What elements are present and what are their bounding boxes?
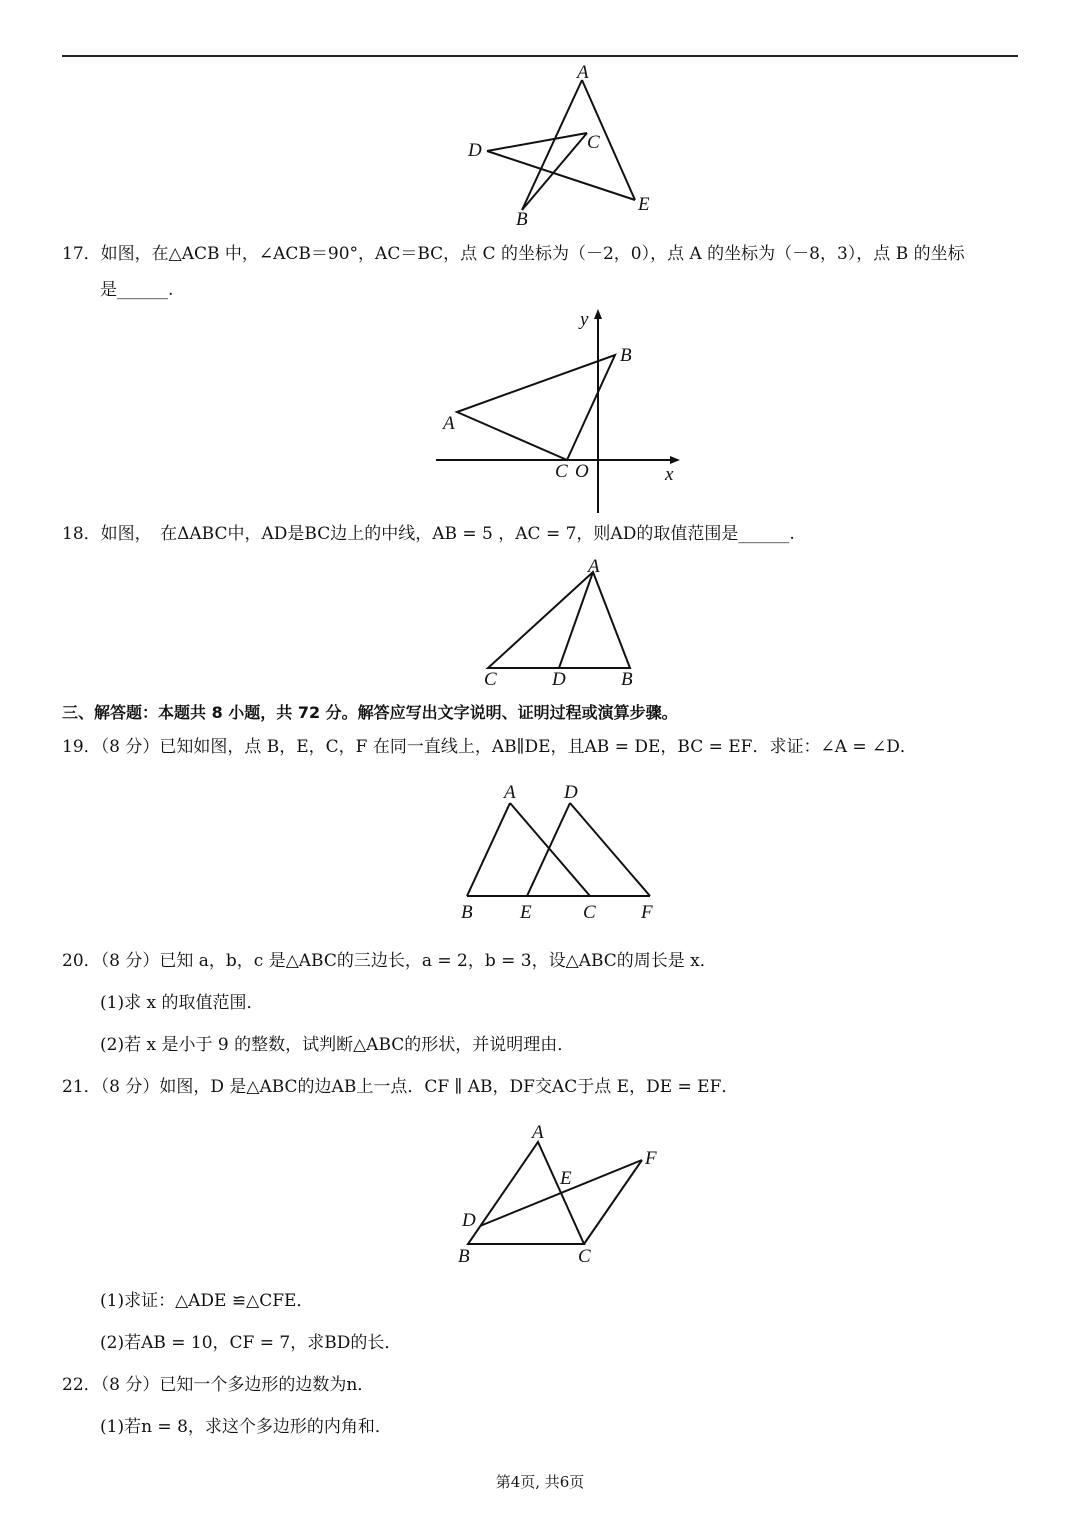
label-d: D [468,140,482,161]
label-e: E [638,194,650,215]
label-x: x [665,464,674,485]
label-f: F [641,902,653,923]
question-21-part-2: (2)若AB = 10，CF = 7，求BD的长． [100,1333,402,1353]
segment-de [487,151,635,200]
label-c: C [583,902,596,923]
label-b: B [620,345,632,366]
question-17-line-1: 17．如图，在△ACB 中，∠ACB＝90°，AC＝BC，点 C 的坐标为（－2，0），点 A 的坐标为（－8，3），点 B 的坐标 [62,244,965,264]
question-20-part-2: (2)若 x 是小于 9 的整数，试判断△ABC的形状，并说明理由． [100,1035,575,1055]
question-21: 21．（8 分）如图，D 是△ABC的边AB上一点．CF ∥ AB，DF交AC于点 E，DE = EF． [62,1077,739,1097]
question-17-line-2: 是______. [100,280,174,300]
question-22-part-1: (1)若n = 8，求这个多边形的内角和． [100,1417,392,1437]
triangle-abc [488,572,630,668]
label-a: A [504,782,516,803]
label-d: D [564,782,578,803]
question-18: 18．如图， 在ΔABC中，AD是BC边上的中线，AB = 5 ，AC = 7，则AD的取值范围是______. [62,524,795,544]
label-b: B [516,209,528,230]
segment-df [570,803,650,896]
page-number: 第4页, 共6页 [495,1473,585,1491]
triangle-abc [468,1142,584,1244]
label-d: D [552,669,566,690]
label-a: A [532,1122,544,1143]
triangle-acb [457,355,615,460]
question-21-part-1: (1)求证：△ADE ≌△CFE． [100,1291,314,1311]
segment-dc [487,133,587,151]
label-d: D [462,1210,476,1231]
segment-cb [522,133,587,210]
question-19: 19．（8 分）已知如图，点 B，E，C，F 在同一直线上，AB∥DE，且AB = DE，BC = EF．求证：∠A = ∠D． [62,737,917,757]
y-axis-arrow-icon [594,309,602,319]
segment-ab [467,803,510,896]
question-22: 22．（8 分）已知一个多边形的边数为n． [62,1375,375,1395]
figure-two-triangles [455,778,670,928]
figure-coordinate-triangle [430,305,690,520]
x-axis-arrow-icon [670,456,680,464]
label-y: y [580,309,589,330]
section-3-title: 三、解答题：本题共 8 小题，共 72 分。解答应写出文字说明、证明过程或演算步骤。 [62,703,678,722]
label-a: A [588,556,600,577]
top-rule [62,55,1018,57]
segment-de [527,803,570,896]
label-c: C [555,461,568,482]
label-e: E [520,902,532,923]
segment-ac [510,803,590,896]
label-o: O [575,461,589,482]
label-c: C [587,132,600,153]
figure-triangle-parallel [450,1118,675,1268]
label-b: B [621,669,633,690]
label-a: A [443,413,455,434]
label-c: C [578,1246,591,1267]
question-20-part-1: (1)求 x 的取值范围． [100,993,264,1013]
figure-triangle-median [478,555,648,690]
label-f: F [645,1148,657,1169]
label-b: B [461,902,473,923]
label-e: E [560,1168,572,1189]
question-20: 20．（8 分）已知 a，b，c 是△ABC的三边长，a = 2，b = 3，设△ABC的周长是 x． [62,951,717,971]
label-b: B [458,1246,470,1267]
segment-ab [522,80,582,210]
label-c: C [484,669,497,690]
figure-star-abcde [440,60,670,230]
label-a: A [577,62,589,83]
